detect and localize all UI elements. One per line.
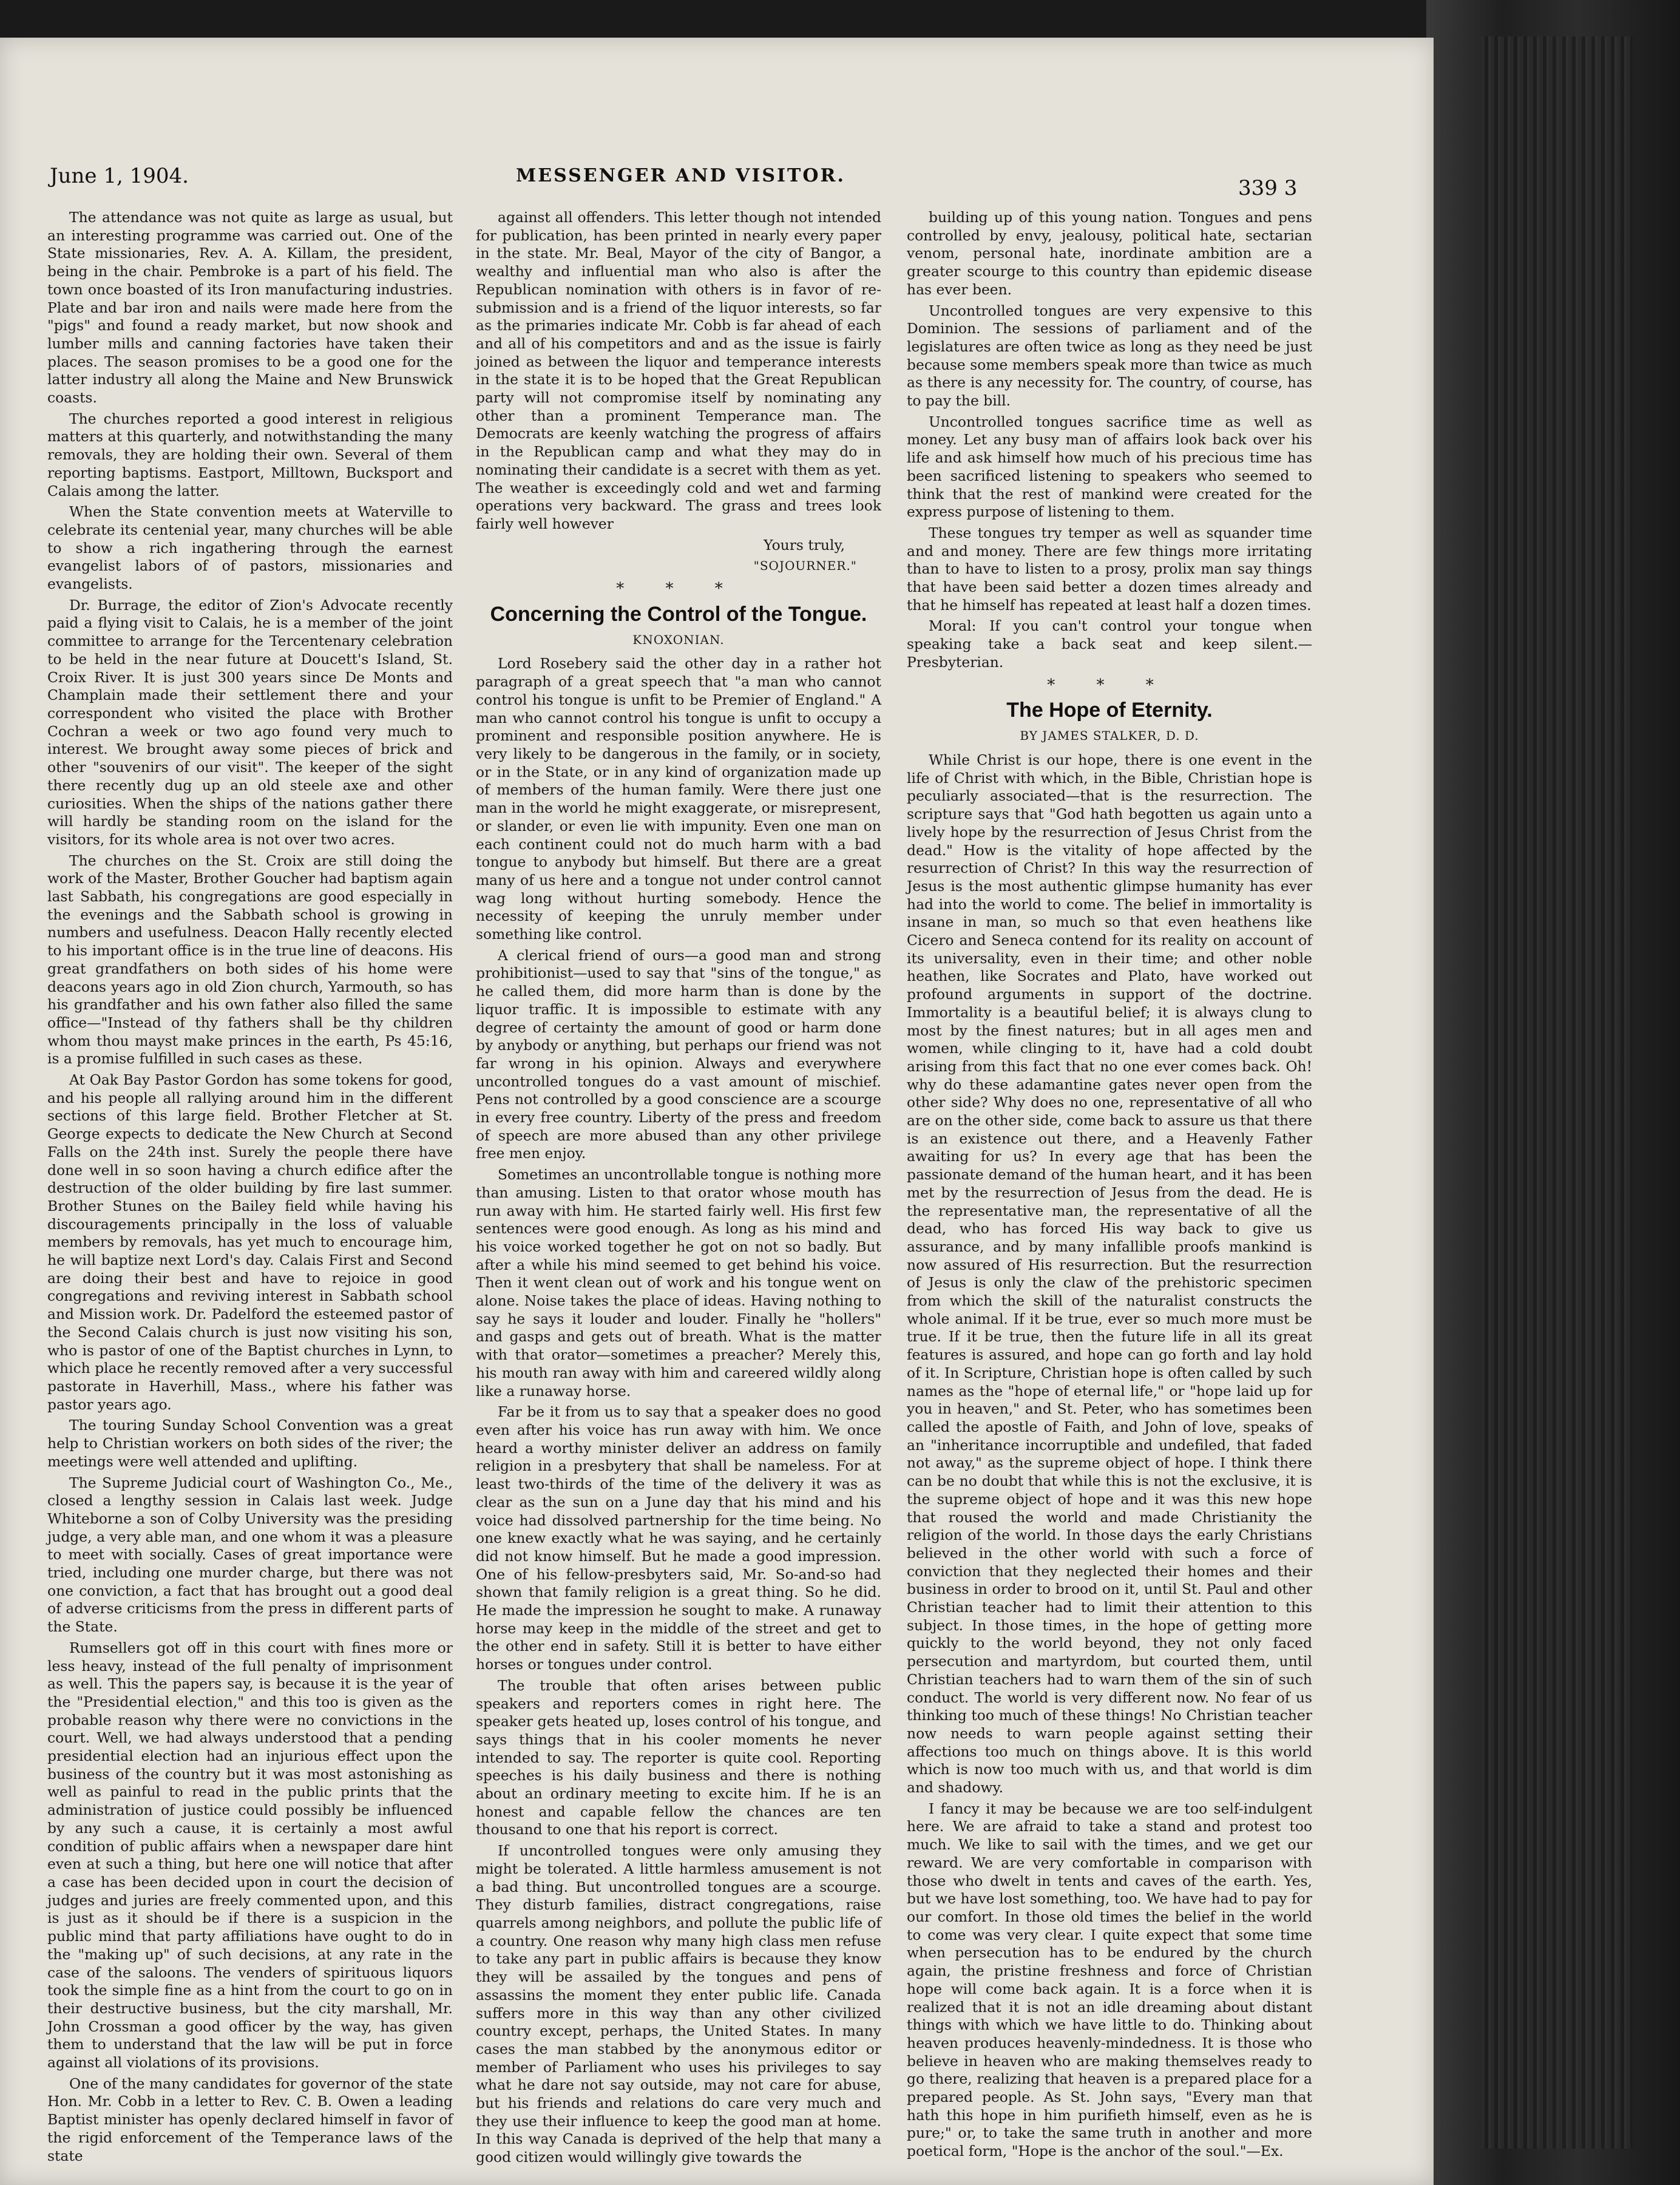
paragraph: The churches reported a good interest in religious matters at this quarterly, and notwithstanding the many removals, they are holding their own. Several of them reporting baptisms. Eastport, Milltown, Bucksport and Calais among the latter. — [47, 410, 453, 500]
article-byline-stalker: BY JAMES STALKER, D. D. — [1020, 728, 1199, 744]
article-body-tongue — [476, 655, 881, 2166]
letter-continuation — [476, 209, 881, 534]
article-title-hope: The Hope of Eternity. — [1006, 699, 1213, 722]
paragraph: The touring Sunday School Convention was a great help to Christian workers on both sides of the river; the meetings were well attended and uplifting. — [47, 1417, 453, 1470]
column-3 — [907, 209, 1312, 2164]
paragraph: One of the many candidates for governor of the state Hon. Mr. Cobb in a letter to Rev. C. B. Owen a leading Baptist minister has openly declared himself in favor of the rigid enforcement of the Temperance laws of the state — [47, 2075, 453, 2164]
section-divider: * * * — [616, 580, 741, 598]
paragraph: Uncontrolled tongues are very expensive to this Dominion. The sessions of parliament and of the legislatures are often twice as long as they need be just because some members speak more than twice as much as there is any necessity for. The country, of course, has to pay the bill. — [907, 302, 1312, 410]
paragraph: Far be it from us to say that a speaker does no good even after his voice has run away with him. We once heard a worthy minister deliver an address on family religion in a presbytery that shall be nameless. For at least two-thirds of the time of the delivery it was as clear as the sun on a June day that his mind and his voice had dissolved partnership for the time being. No one knew exactly what he was saying, and he certainly did not know himself. But he made a good impression. One of his fellow-presbyters said, Mr. So-and-so had shown that family religion is a great thing. So he did. He made the impression he sought to make. A runaway horse may keep in the middle of the street and get to the other end in safety. Still it is better to have either horses or tongues under control. — [476, 1403, 881, 1673]
paragraph: A clerical friend of ours—a good man and strong prohibitionist—used to say that "sins of the tongue," as he called them, did more harm than is done by the liquor traffic. It is impossible to estimate with any degree of certainty the amount of good or harm done by anybody or anything, but perhaps our friend was not far wrong in his opinion. Always and everywhere uncontrolled tongues do a vast amount of mischief. Pens not controlled by a good conscience are a scourge in every free country. Liberty of the press and freedom of speech are more abused than any other privilege free men enjoy. — [476, 946, 881, 1162]
paragraph: When the State convention meets at Waterville to celebrate its centenial year, many churches will be able to show a rich ingathering through the earnest evangelist labors of of pastors, missionaries and evangelists. — [47, 503, 453, 593]
paragraph: The churches on the St. Croix are still doing the work of the Master, Brother Goucher had baptism again last Sabbath, his congregations are good especially in the evenings and the Sabbath school is growing in numbers and usefulness. Deacon Hally recently elected to his important office is in the true line of deacons. His great grandfathers on both sides of his home were deacons years ago in old Zion church, Yarmouth, so has his grandfather and his own father also filled the same office—"Instead of thy fathers shall be thy children whom thou mayst make princes in the earth, Ps 45:16, is a promise fulfilled in such cases as these. — [47, 852, 453, 1068]
paragraph: against all offenders. This letter though not intended for publication, has been printed in nearly every paper in the state. Mr. Beal, Mayor of the city of Bangor, a wealthy and influential man who also is after the Republican nomination with others is in favor of re-submission and is a friend of the liquor interests, so far as the primaries indicate Mr. Cobb is far ahead of each and all of his competitors and and as the issue is fairly joined as between the liquor and temperance interests in the state it is to be hoped that the Great Republican party will not compromise itself by nominating any other than a prominent Temperance man. The Democrats are keenly watching the progress of affairs in the Republican camp and what they may do in nominating their candidate is a secret with them as yet. The weather is exceedingly cold and wet and farming operations very backward. The grass and trees look fairly well however — [476, 209, 881, 532]
paragraph: The attendance was not quite as large as usual, but an interesting programme was carried out. One of the State missionaries, Rev. A. A. Killam, the president, being in the chair. Pembroke is a part of his field. The town once boasted of its Iron manufacturing industries. Plate and bar iron and nails were made here from the "pigs" and found a ready market, but now shook and lumber mills and canning factories have taken their places. The season promises to be a good one for the latter industry all along the Maine and New Brunswick coasts. — [47, 209, 453, 407]
paragraph: The trouble that often arises between public speakers and reporters comes in right here. The speaker gets heated up, loses control of his tongue, and says things that in his cooler moments he never intended to say. The reporter is quite cool. Reporting speeches is his daily business and there is nothing about an ordinary meeting to excite him. If he is an honest and capable fellow the chances are ten thousand to one that his report is correct. — [476, 1676, 881, 1838]
paragraph: Sometimes an uncontrollable tongue is nothing more than amusing. Listen to that orator whose mouth has run away with him. He started fairly well. His first few sentences were good enough. As long as his mind and his voice worked together he got on not so badly. But after a while his mind seemed to get behind his voice. Then it went clean out of work and his tongue went on alone. Noise takes the place of ideas. Having nothing to say he says it louder and louder. Finally he "hollers" and gasps and gets out of breath. What is the matter with that orator—sometimes a preacher? Merely this, his mouth ran away with him and careered wildly along like a runaway horse. — [476, 1166, 881, 1400]
article-byline-knoxonian: KNOXONIAN. — [632, 632, 725, 647]
paragraph: These tongues try temper as well as squander time and and money. There are few things more irritating than to have to listen to a prosy, prolix man say things that have been said better a dozen times already and that he himself has repeated at least half a dozen times. — [907, 524, 1312, 614]
paragraph: While Christ is our hope, there is one event in the life of Christ with which, in the Bible, Christian hope is peculiarly associated—that is the resurrection. The scripture says that "God hath begotten us again unto a lively hope by the resurrection of Jesus Christ from the dead." How is the vitality of hope affected by the resurrection of Christ? In this way the resurrection of Jesus is the most authentic glimpse humanity has ever had into the world to come. The belief in immortality is insane in man, so much so that even heathens like Cicero and Seneca contend for its reality on account of its universality, even in their time; and other noble heathen, like Socrates and Plato, have worked out profound arguments in support of the doctrine. Immortality is a beautiful belief; it is always clung to most by the finest natures; but in all ages men and women, while clinging to it, have had a cold doubt arising from this fact that no one ever comes back. Oh! why do these adamantine gates never open from the other side? Why does no one, representative of all who are on the other side, come back to assure us that there is an existence out there, and a Heavenly Father awaiting for us? In every age that has been the passionate demand of the human heart, and it has been met by the resurrection of Jesus from the dead. He is the representative man, the representative of all the dead, who has forced His way back to give us assurance, and by many infallible proofs mankind is now assured of His resurrection. But the resurrection of Jesus is only the claw of the prehistoric specimen from which the skill of the naturalist constructs the whole animal. If it be true, ever so much more must be true. If it be true, then the future life in all its great features is assured, and hope can go forth and lay hold of it. In Scripture, Christian hope is often called by such names as the "hope of eternal life," or "hope laid up for you in heaven," and St. Peter, who has sometimes been called the apostle of Faith, and John of love, speaks of an "inheritance incorruptible and undefiled, that faded not away," as the supreme object of hope. I think there can be no doubt that while this is not the exclusive, it is the supreme object of hope and it was this new hope that roused the world and made Christianity the religion of the world. In those days the early Christians believed in the other world with such a force of conviction that they neglected their homes and their business in order to brood on it, until St. Paul and other Christian teacher had to limit their attention to this subject. In those times, in the hope of getting more quickly to the world beyond, they not only faced persecution and martyrdom, but courted them, until Christian teachers had to warn them of the sin of such conduct. The world is very different now. No fear of us thinking too much of these things! No Christian teacher now needs to warn people against setting their affections too much on things above. It is this world which is now too much with us, and that world is dim and shadowy. — [907, 751, 1312, 1797]
letter-signoff: Yours truly, — [764, 536, 845, 554]
column-1 — [47, 209, 453, 2168]
paragraph: Moral: If you can't control your tongue when speaking take a back seat and keep silent.—Presbyterian. — [907, 617, 1312, 671]
paragraph: Uncontrolled tongues sacrifice time as well as money. Let any busy man of affairs look back over his life and ask himself how much of his precious time has been sacrificed listening to speakers who seemed to think that the rest of mankind were created for the express purpose of listening to them. — [907, 413, 1312, 521]
paragraph: The Supreme Judicial court of Washington Co., Me., closed a lengthy session in Calais last week. Judge Whiteborne a son of Colby University was the presiding judge, a very able man, and one whom it was a pleasure to meet with socially. Cases of great importance were tried, including one murder charge, but there was not one conviction, a fact that has brought out a good deal of adverse criticisms from the press in different parts of the State. — [47, 1474, 453, 1636]
page-date: June 1, 1904. — [50, 164, 189, 188]
paragraph: Rumsellers got off in this court with fines more or less heavy, instead of the full penalty of imprisonment as well. This the papers say, is because it is the year of the "Presidential election," and this too is given as the probable reason why there were no convictions in the court. Well, we had always understood that a pending presidential election had an injurious effect upon the business of the country but it was most astonishing as well as painful to read in the public prints that the administration of justice could possibly be influenced by any such a cause, it is certainly a most awful condition of public affairs when a newspaper dare hint even at such a thing, but here one will notice that after a case has been decided upon in court the decision of judges and juries are freely commented upon, and this is just as it should be if there is a suspicion in the public mind that party affiliations have ought to do in the "making up" of such decisions, at any rate in the case of the saloons. The venders of spirituous liquors took the simple fine as a hint from the court to go on in their destructive business, but the city marshall, Mr. John Crossman a good officer by the way, has given them to understand that the law will be put in force against all violations of its provisions. — [47, 1639, 453, 2072]
scan-top-strip — [0, 0, 1434, 38]
column-2 — [476, 209, 881, 2170]
section-divider: * * * — [1047, 676, 1172, 694]
masthead: MESSENGER AND VISITOR. — [516, 165, 845, 186]
tongue-article-continuation — [907, 209, 1312, 672]
paragraph: If uncontrolled tongues were only amusing they might be tolerated. A little harmless amusement is not a bad thing. But uncontrolled tongues are a scourge. They disturb families, distract congregations, raise quarrels among neighbors, and pollute the public life of a country. One reason why many high class men refuse to take any part in public affairs is because they know they will be assailed by the tongues and pens of assassins the moment they enter public life. Canada suffers more in this way than any other civilized country except, perhaps, the United States. In many cases the man stabbed by the anonymous editor or member of Parliament who uses his privileges to say what he dare not say outside, may not care for abuse, but his friends and relations do care very much and they use their influence to keep the good man at home. In this way Canada is deprived of the help that many a good citizen would willingly give towards the — [476, 1842, 881, 2166]
letter-signature: "SOJOURNER." — [753, 558, 857, 574]
newspaper-page — [0, 38, 1434, 2185]
scan-binding-edge — [1426, 0, 1680, 2185]
paragraph: building up of this young nation. Tongues and pens controlled by envy, jealousy, political hate, sectarian venom, personal hate, inordinate ambition are a greater scourge to this country than epidemic disease has ever been. — [907, 209, 1312, 298]
paragraph: Lord Rosebery said the other day in a rather hot paragraph of a great speech that "a man who cannot control his tongue is unfit to be Premier of England." A man who cannot control his tongue is unfit to occupy a prominent and responsible position anywhere. He is very likely to be dangerous in the family, or in society, or in the State, or in any kind of organization made up of members of the human family. Were there just one man in the world he might exaggerate, or misrepresent, or slander, or even lie with impunity. Even one man on each continent could not do much harm with a bad tongue to anybody but himself. But there are a great many of us here and a tongue not under control cannot wag long without hurting somebody. Hence the necessity of keeping the unruly member under something like control. — [476, 655, 881, 943]
paragraph: Dr. Burrage, the editor of Zion's Advocate recently paid a flying visit to Calais, he is a member of the joint committee to arrange for the Tercentenary celebration to be held in the near future at Doucett's Island, St. Croix River. It is just 300 years since De Monts and Champlain made their settlement there and your correspondent who visited the place with Brother Cochran a week or two ago found very much to interest. We brought away some pieces of brick and other "souvenirs of our visit". The keeper of the sight there recently dug up an old steele axe and other curiosities. When the ships of the nations gather there will hardly be standing room on the island for the visitors, for its whole area is not over two acres. — [47, 596, 453, 848]
article-title-tongue: Concerning the Control of the Tongue. — [490, 602, 867, 626]
page-number: 339 3 — [1238, 176, 1298, 200]
article-body-hope — [907, 751, 1312, 2161]
paragraph: At Oak Bay Pastor Gordon has some tokens for good, and his people all rallying around him in the different sections of this large field. Brother Fletcher at St. George expects to dedicate the New Church at Second Falls on the 24th inst. Surely the people there have done well in so soon having a church edifice after the destruction of the older building by fire last summer. Brother Stunes on the Bailey field while having his discouragements principally in the loss of valuable members by removals, has yet much to encourage him, he will baptize next Lord's day. Calais First and Second are doing their best and have to rejoice in good congregations and reviving interest in Sabbath school and Mission work. Dr. Padelford the esteemed pastor of the Second Calais church is just now visiting his son, who is pastor of one of the Baptist churches in Lynn, to which place he recently removed after a very successful pastorate in Haverhill, Mass., where his father was pastor years ago. — [47, 1071, 453, 1413]
paragraph: I fancy it may be because we are too self-indulgent here. We are afraid to take a stand and protest too much. We like to sail with the times, and we get our reward. We are very comfortable in comparison with those who dwelt in tents and caves of the earth. Yes, but we have lost something, too. We have had to pay for our comfort. In those old times the belief in the world to come was very clear. I quite expect that some time when persecution has to be endured by the church again, the pristine freshness and force of Christian hope will come back again. It is a force when it is realized that it is not an idle dreaming about distant things with which we have little to do. Thinking about heaven produces heavenly-mindedness. It is those who believe in heaven who are making themselves ready to go there, realizing that heaven is a prepared place for a prepared people. As St. John says, "Every man that hath this hope in him purifieth himself, even as he is pure;" or, to take the same truth in another and more poetical form, "Hope is the anchor of the soul."—Ex. — [907, 1800, 1312, 2160]
